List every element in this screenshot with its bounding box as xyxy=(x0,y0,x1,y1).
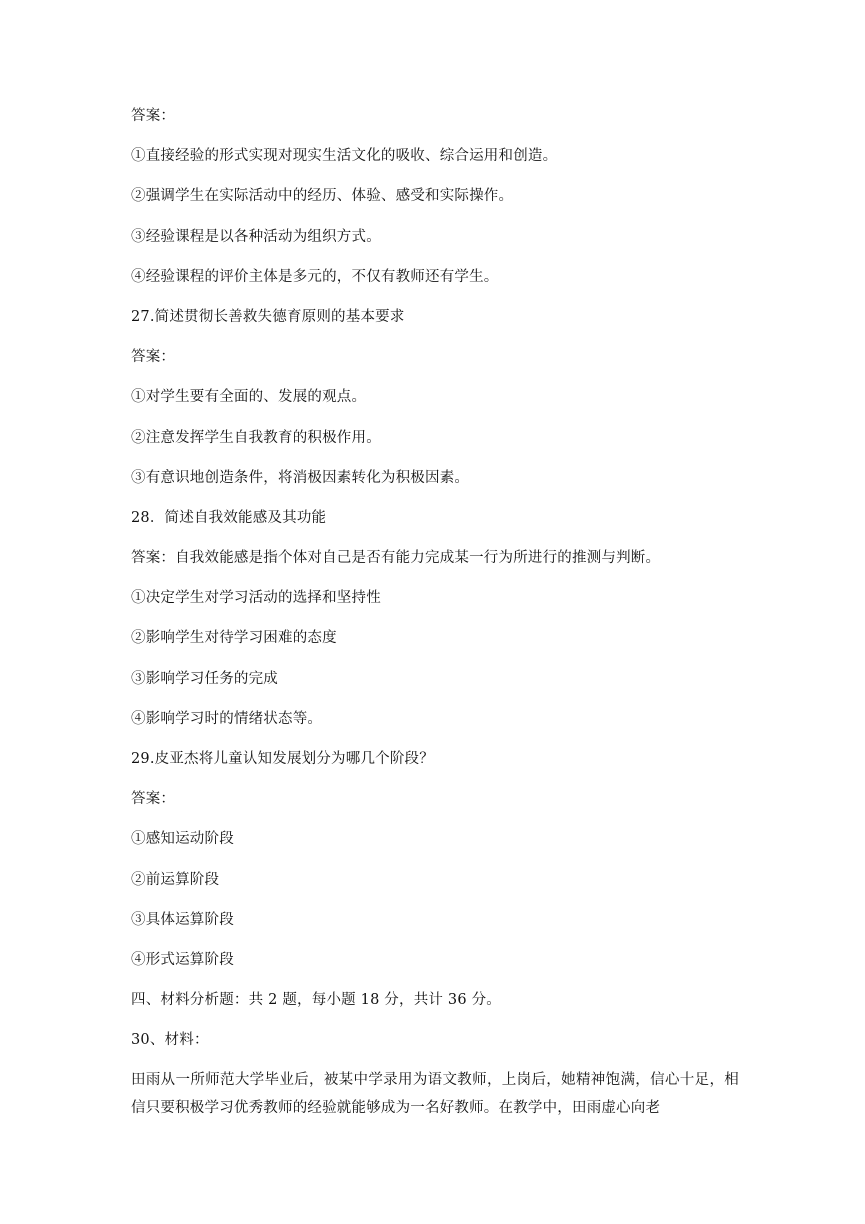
answer-item-3: ③影响学习任务的完成 xyxy=(131,671,278,687)
answer-definition: 答案：自我效能感是指个体对自己是否有能力完成某一行为所进行的推测与判断。 xyxy=(131,550,661,566)
answer-label: 答案： xyxy=(131,791,176,807)
answer-item-2: ②注意发挥学生自我教育的积极作用。 xyxy=(131,430,381,446)
answer-item-4: ④形式运算阶段 xyxy=(131,952,234,968)
question-27: 27.简述贯彻长善救失德育原则的基本要求 xyxy=(131,309,405,325)
answer-label: 答案： xyxy=(131,349,176,365)
document-page xyxy=(131,0,743,1224)
section-heading: 四、材料分析题：共 2 题，每小题 18 分，共计 36 分。 xyxy=(131,992,501,1008)
question-28: 28．简述自我效能感及其功能 xyxy=(131,510,327,526)
answer-item-1: ①直接经验的形式实现对现实生活文化的吸收、综合运用和创造。 xyxy=(131,148,558,164)
answer-item-3: ③具体运算阶段 xyxy=(131,912,234,928)
answer-label: 答案： xyxy=(131,108,176,124)
answer-item-3: ③经验课程是以各种活动为组织方式。 xyxy=(131,229,381,245)
answer-item-1: ①感知运动阶段 xyxy=(131,831,234,847)
answer-item-2: ②强调学生在实际活动中的经历、体验、感受和实际操作。 xyxy=(131,188,514,204)
answer-item-1: ①对学生要有全面的、发展的观点。 xyxy=(131,389,367,405)
answer-item-2: ②影响学生对待学习困难的态度 xyxy=(131,630,337,646)
answer-item-1: ①决定学生对学习活动的选择和坚持性 xyxy=(131,590,381,606)
answer-item-4: ④影响学习时的情绪状态等。 xyxy=(131,711,323,727)
material-paragraph: 田雨从一所师范大学毕业后，被某中学录用为语文教师，上岗后，她精神饱满，信心十足，相信只要积极学习优秀教师的经验就能够成为一名好教师。在教学中，田雨虚心向老 xyxy=(131,1072,739,1116)
answer-item-4: ④经验课程的评价主体是多元的，不仅有教师还有学生。 xyxy=(131,269,499,285)
answer-item-2: ②前运算阶段 xyxy=(131,872,220,888)
answer-item-3: ③有意识地创造条件，将消极因素转化为积极因素。 xyxy=(131,470,470,486)
question-30: 30、材料： xyxy=(131,1032,209,1048)
question-29: 29.皮亚杰将儿童认知发展划分为哪几个阶段？ xyxy=(131,751,434,767)
